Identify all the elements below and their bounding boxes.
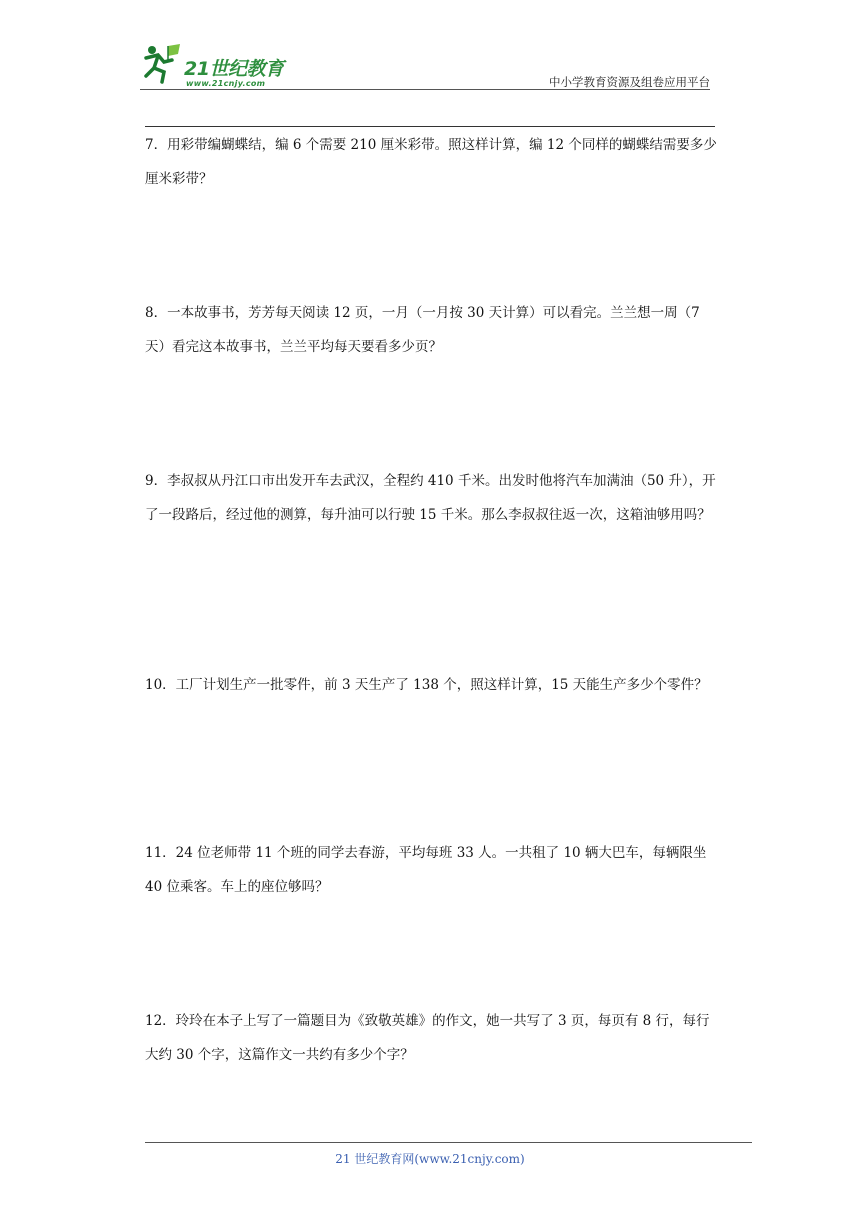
question-9: 9．李叔叔从丹江口市出发开车去武汉，全程约 410 千米。出发时他将汽车加满油（50 升），开了一段路后，经过他的测算，每升油可以行驶 15 千米。那么李叔叔往返一次，这箱油够用吗？ [145,473,716,523]
logo-url: www.21cnjy.com [186,79,266,88]
question-11: 11．24 位老师带 11 个班的同学去春游，平均每班 33 人。一共租了 10 辆大巴车，每辆限坐 40 位乘客。车上的座位够吗？ [145,845,707,895]
footer-link[interactable]: 21 世纪教育网(www.21cnjy.com) [335,1152,525,1166]
page-header [140,40,710,92]
logo-text: 21世纪教育 [184,58,284,80]
platform-title: 中小学教育资源及组卷应用平台 [549,75,710,89]
question-8: 8．一本故事书，芳芳每天阅读 12 页，一月（一月按 30 天计算）可以看完。兰兰想一周（7 天）看完这本故事书，兰兰平均每天要看多少页？ [145,305,700,355]
question-10: 10．工厂计划生产一批零件，前 3 天生产了 138 个，照这样计算，15 天能生产多少个零件？ [145,677,708,693]
runner-logo-icon [140,42,184,86]
question-7: 7．用彩带编蝴蝶结，编 6 个需要 210 厘米彩带。照这样计算，编 12 个同样的蝴蝶结需要多少厘米彩带？ [145,137,717,187]
footer-divider [145,1142,752,1143]
header-divider [140,89,710,90]
question-12: 12．玲玲在本子上写了一篇题目为《致敬英雄》的作文，她一共写了 3 页，每页有 8 行，每行大约 30 个字，这篇作文一共约有多少个字？ [145,1013,710,1063]
logo [140,40,310,92]
top-divider [145,126,715,127]
